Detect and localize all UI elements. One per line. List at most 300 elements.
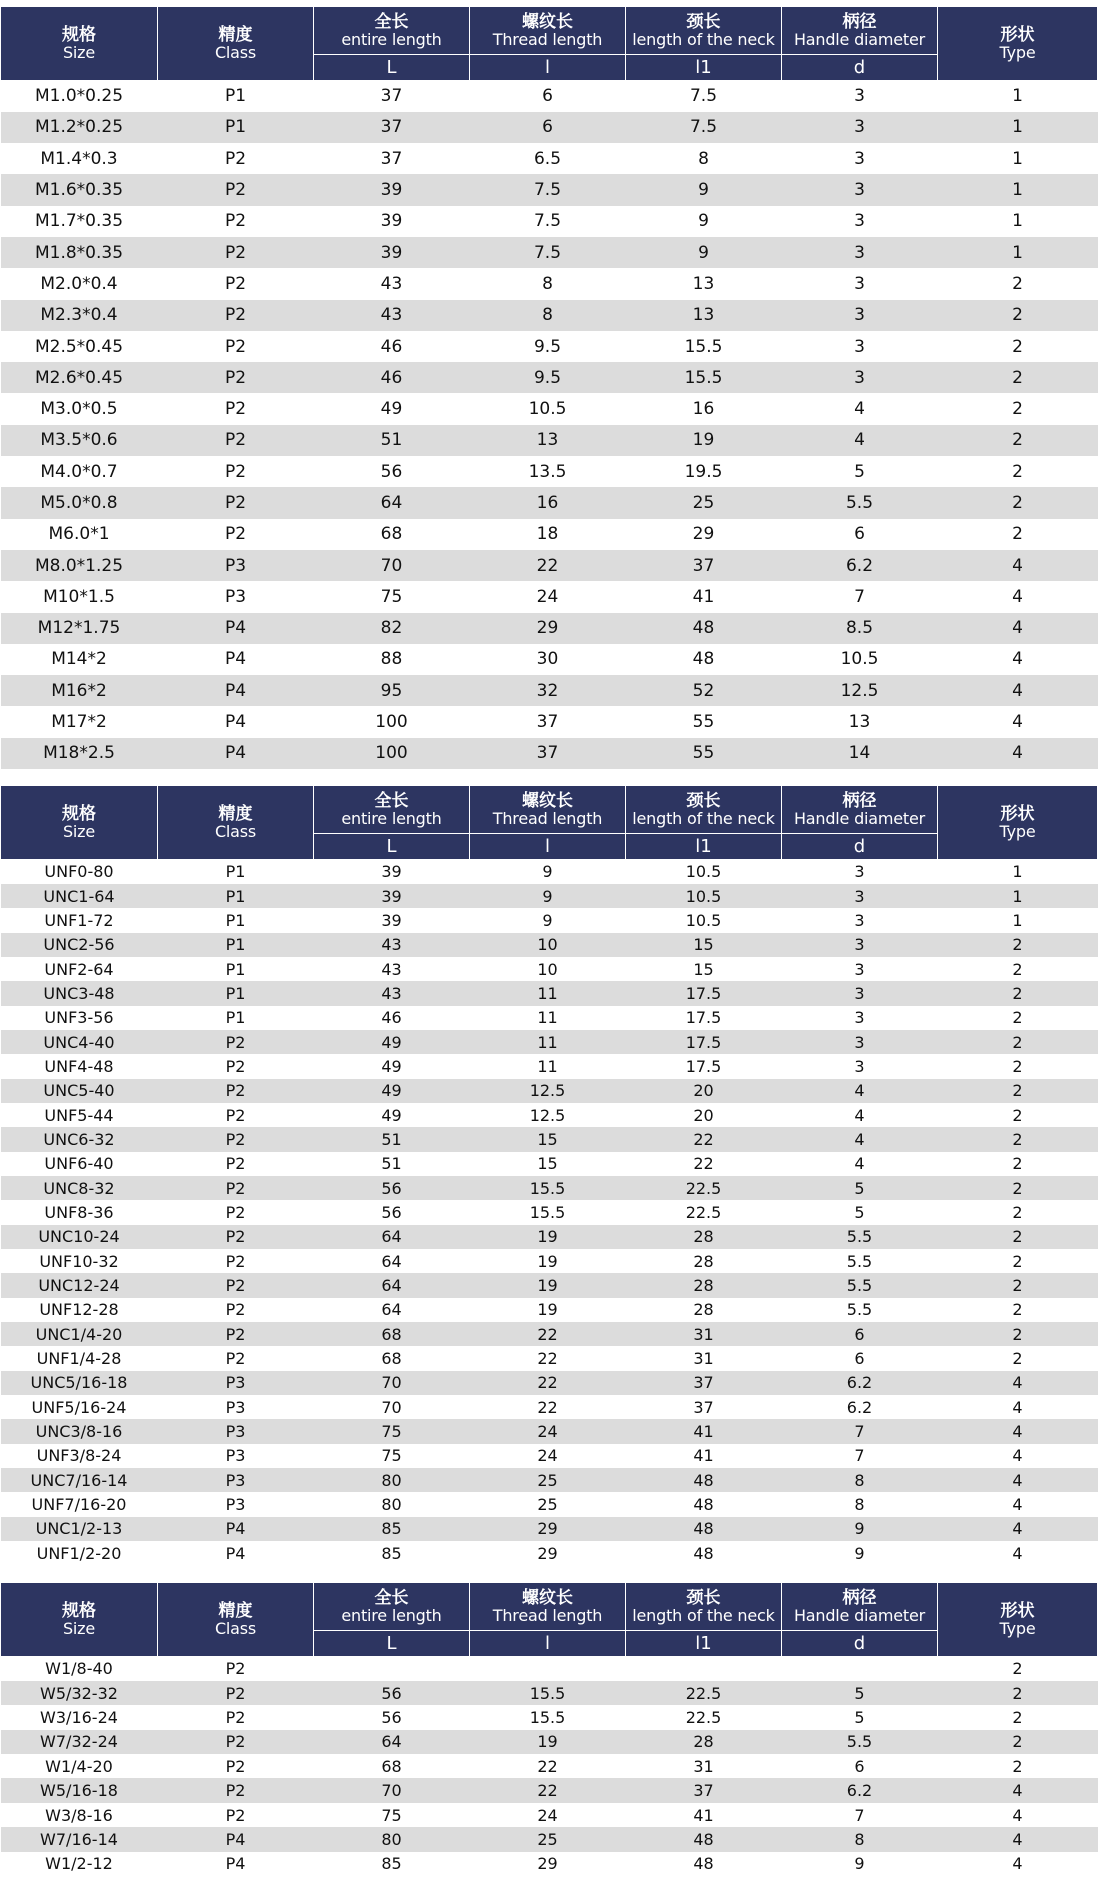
- neck-length-cell: 15: [626, 933, 782, 957]
- header-size: 规格 Size: [1, 786, 158, 860]
- thread-length-cell: 10: [537, 959, 558, 979]
- thread-length-cell: 10.5: [528, 399, 567, 420]
- size-cell: M18*2.5: [1, 738, 158, 769]
- handle-diameter-cell: 5.5: [782, 1225, 938, 1249]
- thread-length-cell: 22: [470, 1371, 626, 1395]
- header-handle-diameter: 柄径 Handle diameter: [782, 786, 938, 834]
- type-cell: 4: [938, 1827, 1098, 1851]
- length-cell: 64: [314, 1730, 470, 1754]
- table-row: [1, 143, 1098, 174]
- size-cell: W3/16-24: [40, 1707, 118, 1727]
- thread-length-cell: 25: [537, 1495, 558, 1515]
- neck-length-cell: 48: [693, 1854, 714, 1874]
- size-cell: UNC7/16-14: [1, 1468, 158, 1492]
- size-cell: UNC12-24: [1, 1273, 158, 1297]
- neck-length-cell: 28: [626, 1730, 782, 1754]
- type-cell: 2: [938, 1127, 1098, 1151]
- size-cell: UNC1-64: [1, 884, 158, 908]
- neck-length-cell: 8: [698, 148, 709, 169]
- thread-length-cell: 6.5: [533, 148, 562, 169]
- header-thread-length: 螺纹长 Thread length: [470, 786, 626, 834]
- neck-length-cell: 22: [626, 1127, 782, 1151]
- class-cell: P2: [158, 1225, 314, 1249]
- size-cell: M5.0*0.8: [1, 487, 158, 518]
- symbol-handle: d: [782, 55, 938, 81]
- size-cell: UNF4-48: [44, 1056, 114, 1076]
- size-cell: UNC6-32: [1, 1127, 158, 1151]
- size-cell: UNC3/8-16: [1, 1419, 158, 1443]
- neck-length-cell: 52: [626, 675, 782, 706]
- length-cell: 39: [314, 884, 470, 908]
- handle-diameter-cell: 5.5: [846, 1251, 873, 1271]
- type-cell: 1: [1012, 862, 1023, 882]
- length-cell: 80: [314, 1468, 470, 1492]
- size-cell: M6.0*1: [48, 524, 110, 545]
- length-cell: 70: [381, 1397, 402, 1417]
- thread-length-cell: 12.5: [470, 1079, 626, 1103]
- handle-diameter-cell: 12.5: [782, 675, 938, 706]
- table-row: [1, 1371, 1098, 1395]
- class-cell: P3: [158, 1468, 314, 1492]
- size-cell: UNF12-28: [39, 1300, 119, 1320]
- thread-length-cell: 12.5: [529, 1105, 566, 1125]
- length-cell: 39: [381, 862, 402, 882]
- type-cell: 4: [1012, 1854, 1023, 1874]
- type-cell: 4: [1012, 1805, 1023, 1825]
- thread-length-cell: 8: [470, 300, 626, 331]
- handle-diameter-cell: 3: [782, 933, 938, 957]
- class-cell: P2: [158, 1127, 314, 1151]
- header-neck-length: 颈长 length of the neck: [626, 1583, 782, 1631]
- length-cell: 68: [381, 1756, 402, 1776]
- type-cell: 2: [938, 1079, 1098, 1103]
- handle-diameter-cell: 6: [854, 1349, 865, 1369]
- handle-diameter-cell: 9: [854, 1854, 865, 1874]
- unified-spec-table: [0, 785, 1098, 1565]
- class-cell: P2: [224, 148, 247, 169]
- type-cell: 2: [938, 933, 1098, 957]
- handle-diameter-cell: 4: [854, 399, 865, 420]
- table-row: [1, 1006, 1098, 1030]
- neck-length-cell: 48: [626, 1827, 782, 1851]
- neck-length-cell: 15.5: [684, 336, 723, 357]
- length-cell: 82: [314, 613, 470, 644]
- neck-length-cell: 17.5: [685, 1056, 722, 1076]
- type-cell: 2: [1012, 1008, 1023, 1028]
- type-cell: 2: [938, 300, 1098, 331]
- type-cell: 1: [938, 884, 1098, 908]
- handle-diameter-cell: 10.5: [840, 649, 879, 670]
- symbol-handle: d: [782, 834, 938, 860]
- length-cell: 51: [314, 425, 470, 456]
- table-row: [1, 81, 1098, 112]
- length-cell: 68: [380, 524, 403, 545]
- type-cell: 4: [938, 675, 1098, 706]
- class-cell: P2: [158, 237, 314, 268]
- length-cell: 64: [314, 1273, 470, 1297]
- header-entire-length: 全长 entire length: [314, 1583, 470, 1631]
- size-cell: UNF0-80: [44, 862, 114, 882]
- class-cell: P2: [225, 1707, 246, 1727]
- table-row: [1, 425, 1098, 456]
- class-cell: P2: [158, 1681, 314, 1705]
- handle-diameter-cell: 7: [854, 1446, 865, 1466]
- handle-diameter-cell: 5: [854, 1202, 865, 1222]
- size-cell: UNF7/16-20: [31, 1495, 127, 1515]
- table-row: [1, 1657, 1098, 1681]
- class-cell: P2: [225, 1251, 246, 1271]
- length-cell: 95: [314, 675, 470, 706]
- header-neck-length: 颈长 length of the neck: [626, 7, 782, 55]
- length-cell: 70: [314, 1778, 470, 1802]
- thread-length-cell: 7.5: [470, 174, 626, 205]
- handle-diameter-cell: 7: [854, 586, 865, 607]
- length-cell: [314, 1657, 470, 1681]
- type-cell: 4: [1012, 586, 1023, 607]
- symbol-length: L: [314, 55, 470, 81]
- class-cell: P2: [224, 211, 247, 232]
- type-cell: 2: [1012, 959, 1023, 979]
- header-type: 形状 Type: [938, 786, 1098, 860]
- table-body: [1, 81, 1098, 770]
- type-cell: 4: [938, 1517, 1098, 1541]
- class-cell: P2: [158, 174, 314, 205]
- type-cell: 2: [938, 487, 1098, 518]
- thread-length-cell: 11: [470, 1030, 626, 1054]
- class-cell: P2: [158, 362, 314, 393]
- table-row: [1, 268, 1098, 299]
- size-cell: M1.6*0.35: [1, 174, 158, 205]
- type-cell: 2: [1012, 399, 1023, 420]
- table-row: [1, 981, 1098, 1005]
- table-row: [1, 1444, 1098, 1468]
- table-row: [1, 908, 1098, 932]
- length-cell: 37: [380, 148, 403, 169]
- neck-length-cell: 28: [626, 1225, 782, 1249]
- size-cell: UNC5-40: [1, 1079, 158, 1103]
- class-cell: P1: [225, 910, 246, 930]
- size-cell: M8.0*1.25: [1, 550, 158, 581]
- header-class: 精度 Class: [158, 7, 314, 81]
- thread-length-cell: 7.5: [533, 211, 562, 232]
- handle-diameter-cell: 8: [782, 1827, 938, 1851]
- type-cell: 1: [938, 237, 1098, 268]
- neck-length-cell: 20: [626, 1079, 782, 1103]
- neck-length-cell: 22: [693, 1154, 714, 1174]
- class-cell: P4: [158, 1827, 314, 1851]
- type-cell: 4: [1012, 649, 1023, 670]
- length-cell: 88: [380, 649, 403, 670]
- neck-length-cell: 37: [626, 1371, 782, 1395]
- size-cell: UNC1/4-20: [1, 1322, 158, 1346]
- neck-length-cell: 22.5: [685, 1202, 722, 1222]
- class-cell: P2: [225, 1659, 246, 1679]
- length-cell: 39: [380, 211, 403, 232]
- handle-diameter-cell: 5: [854, 461, 865, 482]
- length-cell: 37: [380, 86, 403, 107]
- thread-length-cell: 11: [537, 1008, 558, 1028]
- class-cell: P4: [158, 613, 314, 644]
- table-row: [1, 1778, 1098, 1802]
- table-row: [1, 884, 1098, 908]
- size-cell: UNF1-72: [44, 910, 114, 930]
- type-cell: 4: [938, 738, 1098, 769]
- size-cell: UNF6-40: [44, 1154, 114, 1174]
- class-cell: P2: [225, 1202, 246, 1222]
- table-row: [1, 706, 1098, 737]
- handle-diameter-cell: 3: [854, 862, 865, 882]
- thread-length-cell: 15: [470, 1127, 626, 1151]
- length-cell: 85: [314, 1517, 470, 1541]
- length-cell: 80: [381, 1495, 402, 1515]
- handle-diameter-cell: 6.2: [782, 550, 938, 581]
- size-cell: M2.3*0.4: [1, 300, 158, 331]
- thread-length-cell: 30: [536, 649, 559, 670]
- length-cell: 64: [381, 1300, 402, 1320]
- handle-diameter-cell: 3: [854, 1056, 865, 1076]
- length-cell: 46: [314, 362, 470, 393]
- neck-length-cell: 17.5: [626, 1030, 782, 1054]
- neck-length-cell: 13: [692, 273, 715, 294]
- type-cell: 4: [1012, 712, 1023, 733]
- class-cell: P3: [225, 1495, 246, 1515]
- header-handle-diameter: 柄径 Handle diameter: [782, 7, 938, 55]
- neck-length-cell: 41: [692, 586, 715, 607]
- table-row: [1, 1127, 1098, 1151]
- table-row: [1, 550, 1098, 581]
- thread-length-cell: 29: [537, 1854, 558, 1874]
- length-cell: 85: [381, 1543, 402, 1563]
- class-cell: P4: [225, 1854, 246, 1874]
- handle-diameter-cell: 3: [854, 211, 865, 232]
- type-cell: 4: [1012, 1543, 1023, 1563]
- neck-length-cell: 10.5: [626, 884, 782, 908]
- thread-length-cell: 19: [537, 1251, 558, 1271]
- length-cell: 56: [314, 1176, 470, 1200]
- size-cell: M17*2: [51, 712, 107, 733]
- table-body: [1, 860, 1098, 1566]
- type-cell: 2: [1012, 524, 1023, 545]
- class-cell: P2: [224, 524, 247, 545]
- header-size: 规格 Size: [1, 7, 158, 81]
- thread-length-cell: 8: [542, 273, 553, 294]
- table-row: [1, 1492, 1098, 1516]
- neck-length-cell: 41: [626, 1419, 782, 1443]
- length-cell: 49: [381, 1105, 402, 1125]
- type-cell: 2: [938, 1273, 1098, 1297]
- class-cell: P1: [158, 933, 314, 957]
- thread-length-cell: 29: [470, 1517, 626, 1541]
- type-cell: 2: [938, 981, 1098, 1005]
- class-cell: P4: [158, 675, 314, 706]
- length-cell: 56: [381, 1707, 402, 1727]
- size-cell: UNC10-24: [1, 1225, 158, 1249]
- size-cell: M10*1.5: [43, 586, 115, 607]
- neck-length-cell: 28: [693, 1300, 714, 1320]
- neck-length-cell: 48: [693, 1543, 714, 1563]
- type-cell: 2: [938, 1322, 1098, 1346]
- length-cell: 39: [381, 910, 402, 930]
- table-header: [1, 7, 1098, 81]
- thread-length-cell: 11: [537, 1056, 558, 1076]
- class-cell: P3: [158, 550, 314, 581]
- table-row: [1, 1346, 1098, 1370]
- table-row: [1, 1079, 1098, 1103]
- length-cell: 75: [381, 1446, 402, 1466]
- length-cell: 43: [380, 273, 403, 294]
- length-cell: 70: [314, 550, 470, 581]
- table-row: [1, 1054, 1098, 1078]
- symbol-thread: l: [470, 55, 626, 81]
- thread-length-cell: 25: [470, 1827, 626, 1851]
- table-row: [1, 1225, 1098, 1249]
- thread-length-cell: 9: [470, 884, 626, 908]
- type-cell: 4: [938, 1778, 1098, 1802]
- neck-length-cell: 41: [693, 1446, 714, 1466]
- neck-length-cell: 37: [693, 1397, 714, 1417]
- neck-length-cell: 7.5: [689, 86, 718, 107]
- length-cell: 56: [380, 461, 403, 482]
- table-row: [1, 206, 1098, 237]
- header-class: 精度 Class: [158, 1583, 314, 1657]
- neck-length-cell: 48: [692, 649, 715, 670]
- class-cell: P2: [224, 336, 247, 357]
- class-cell: P2: [225, 1300, 246, 1320]
- header-class: 精度 Class: [158, 786, 314, 860]
- neck-length-cell: 31: [693, 1756, 714, 1776]
- size-cell: M1.0*0.25: [34, 86, 124, 107]
- neck-length-cell: 31: [693, 1349, 714, 1369]
- symbol-neck: l1: [626, 55, 782, 81]
- header-size: 规格 Size: [1, 1583, 158, 1657]
- thread-length-cell: 22: [537, 1397, 558, 1417]
- neck-length-cell: 9: [698, 211, 709, 232]
- size-cell: M2.0*0.4: [40, 273, 118, 294]
- thread-length-cell: 9.5: [470, 362, 626, 393]
- length-cell: 43: [314, 933, 470, 957]
- class-cell: P1: [225, 959, 246, 979]
- type-cell: 1: [1012, 148, 1023, 169]
- table-row: [1, 1273, 1098, 1297]
- class-cell: P1: [225, 1008, 246, 1028]
- type-cell: 4: [938, 1468, 1098, 1492]
- handle-diameter-cell: 3: [854, 1008, 865, 1028]
- class-cell: P3: [158, 1371, 314, 1395]
- class-cell: P2: [224, 273, 247, 294]
- thread-length-cell: 15.5: [529, 1202, 566, 1222]
- length-cell: 49: [314, 1030, 470, 1054]
- class-cell: P2: [158, 300, 314, 331]
- class-cell: P2: [158, 1176, 314, 1200]
- table-row: [1, 581, 1098, 612]
- handle-diameter-cell: 8: [782, 1468, 938, 1492]
- class-cell: P4: [158, 1517, 314, 1541]
- handle-diameter-cell: 13: [848, 712, 871, 733]
- thread-length-cell: [470, 1657, 626, 1681]
- table-row: [1, 933, 1098, 957]
- neck-length-cell: 19.5: [684, 461, 723, 482]
- handle-diameter-cell: 3: [782, 174, 938, 205]
- thread-length-cell: 29: [537, 1543, 558, 1563]
- neck-length-cell: 48: [626, 613, 782, 644]
- table-row: [1, 1298, 1098, 1322]
- handle-diameter-cell: 5: [854, 1707, 865, 1727]
- type-cell: 2: [1012, 1707, 1023, 1727]
- type-cell: 4: [1012, 1397, 1023, 1417]
- class-cell: P3: [225, 1446, 246, 1466]
- table-row: [1, 237, 1098, 268]
- size-cell: M12*1.75: [1, 613, 158, 644]
- length-cell: 75: [314, 1419, 470, 1443]
- neck-length-cell: 25: [626, 487, 782, 518]
- class-cell: P2: [158, 1322, 314, 1346]
- type-cell: 2: [938, 1030, 1098, 1054]
- type-cell: 2: [1012, 1202, 1023, 1222]
- thread-length-cell: 22: [470, 1778, 626, 1802]
- size-cell: M14*2: [51, 649, 107, 670]
- size-cell: UNC4-40: [1, 1030, 158, 1054]
- length-cell: 75: [380, 586, 403, 607]
- class-cell: P2: [224, 461, 247, 482]
- header-type: 形状 Type: [938, 7, 1098, 81]
- type-cell: 2: [1012, 273, 1023, 294]
- size-cell: M1.4*0.3: [40, 148, 118, 169]
- handle-diameter-cell: 6.2: [782, 1778, 938, 1802]
- thread-length-cell: 9.5: [533, 336, 562, 357]
- length-cell: 56: [381, 1202, 402, 1222]
- handle-diameter-cell: 3: [782, 981, 938, 1005]
- type-cell: 4: [938, 550, 1098, 581]
- header-entire-length: 全长 entire length: [314, 7, 470, 55]
- neck-length-cell: 13: [626, 300, 782, 331]
- header-entire-length: 全长 entire length: [314, 786, 470, 834]
- length-cell: 49: [381, 1056, 402, 1076]
- thread-length-cell: 11: [470, 981, 626, 1005]
- thread-length-cell: 18: [536, 524, 559, 545]
- neck-length-cell: 10.5: [685, 862, 722, 882]
- symbol-thread: l: [470, 834, 626, 860]
- handle-diameter-cell: 6: [854, 1756, 865, 1776]
- type-cell: 2: [1012, 1105, 1023, 1125]
- handle-diameter-cell: 3: [854, 273, 865, 294]
- handle-diameter-cell: 6.2: [846, 1397, 873, 1417]
- handle-diameter-cell: 3: [782, 362, 938, 393]
- table-row: [1, 1705, 1098, 1729]
- thread-length-cell: 19: [470, 1730, 626, 1754]
- table-row: [1, 675, 1098, 706]
- type-cell: 2: [938, 1681, 1098, 1705]
- class-cell: P2: [225, 1154, 246, 1174]
- length-cell: 46: [381, 1008, 402, 1028]
- size-cell: W1/4-20: [45, 1756, 113, 1776]
- metric-spec-table: [0, 6, 1098, 769]
- type-cell: 4: [1012, 1495, 1023, 1515]
- thread-length-cell: 15: [537, 1154, 558, 1174]
- class-cell: P1: [224, 86, 247, 107]
- type-cell: 2: [1012, 1056, 1023, 1076]
- handle-diameter-cell: 3: [854, 86, 865, 107]
- class-cell: P2: [224, 399, 247, 420]
- thread-length-cell: 22: [537, 1349, 558, 1369]
- handle-diameter-cell: 6: [782, 1322, 938, 1346]
- size-cell: UNF1/2-20: [36, 1543, 122, 1563]
- type-cell: 2: [1012, 336, 1023, 357]
- thread-length-cell: 13.5: [528, 461, 567, 482]
- table-row: [1, 362, 1098, 393]
- table-row: [1, 1419, 1098, 1443]
- class-cell: P2: [158, 425, 314, 456]
- handle-diameter-cell: 3: [782, 1030, 938, 1054]
